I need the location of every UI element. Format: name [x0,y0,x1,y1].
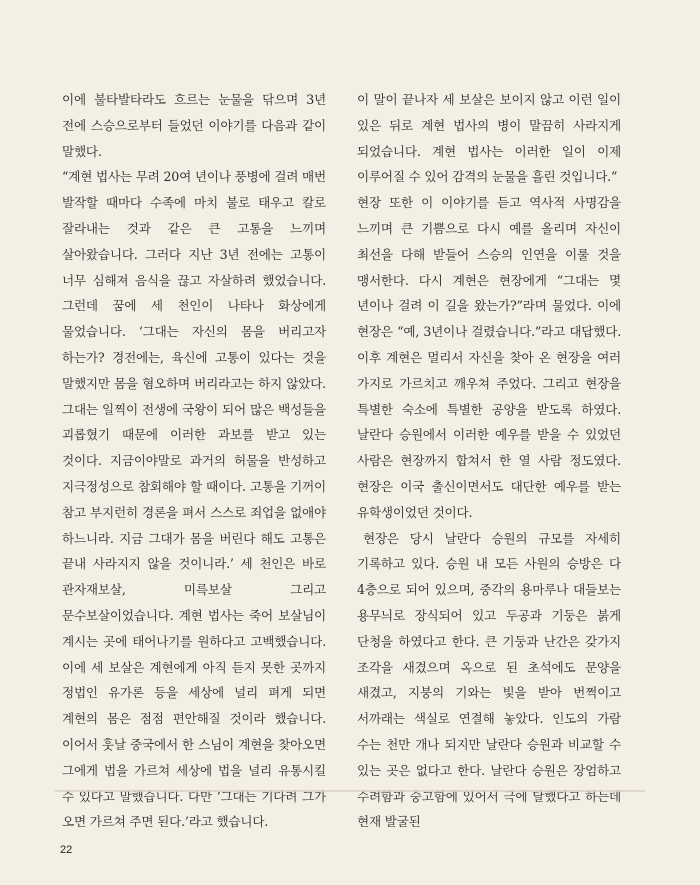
paragraph: “계현 법사는 무려 20여 년이나 풍병에 걸려 매번 발작할 때마다 수족에 마치 불로 태우고 칼로 잘라내는 것과 같은 큰 고통을 느끼며 살아왔습니다. 그러다 지난 3년 전에는 고통이 너무 심해져 음식을 끊고 자살하려 했었습니다. 그런데 꿈에 세 천인이 나타나 화상에게 물었습니다. ‘그대는 자신의 몸을 버리고자 하는가? 경전에는, 육신에 고통이 있다는 것을 말했지만 몸을 혐오하며 버리라고는 하지 않았다. 그대는 일찍이 전생에 국왕이 되어 많은 백성들을 괴롭혔기 때문에 이러한 과보를 받고 있는 것이다. 지금이야말로 과거의 허물을 반성하고 지극정성으로 참회해야 할 때이다. 고통을 기꺼이 참고 부지런히 경론을 펴서 스스로 죄업을 없애야 하느니라. 지금 그대가 몸을 버린다 해도 고통은 끝내 사라지지 않을 것이니라.’ 세 천인은 바로 관자재보살, 미륵보살 그리고 문수보살이었습니다. 계현 법사는 죽어 보살님이 계시는 곳에 태어나기를 원하다고 고백했습니다. 이에 세 보살은 계현에게 아직 듣지 못한 곳까지 정법인 유가론 등을 세상에 널리 펴게 되면 계현의 몸은 점점 편안해질 것이라 했습니다. 이어서 훗날 중국에서 한 스님이 계현을 찾아오면 그에게 법을 가르쳐 세상에 법을 널리 유통시킬 수 있다고 말했습니다. 다만 ‘그대는 기다려 그가 오면 가르쳐 주면 된다.’라고 했습니다. [62,169,326,830]
footer-divider [55,790,645,792]
paragraph: 현장 또한 이 이야기를 듣고 역사적 사명감을 느끼며 큰 기쁨으로 다시 예를 올리며 자신이 최선을 다해 받들어 스승의 인연을 이룰 것을 맹서한다. 다시 계현은 현장에게 “그대는 몇 년이나 걸려 이 길을 왔는가?”라며 물었다. 이에 현장은 “예, 3년이나 걸렸습니다.”라고 대답했다. 이후 계현은 멀리서 자신을 찾아 온 현장을 여러 가지로 가르치고 깨우쳐 주었다. 그리고 현장을 특별한 숙소에 특별한 공양을 받도록 하였다. 날란다 승원에서 이러한 예우를 받을 수 있었던 사람은 현장까지 합쳐서 한 열 사람 정도였다. 현장은 이국 출신이면서도 대단한 예우를 받는 유학생이었던 것이다. [357,195,621,520]
paragraph: 현장은 당시 날란다 승원의 규모를 자세히 기록하고 있다. 승원 내 모든 사원의 승방은 다 4층으로 되어 있으며, 중각의 용마루나 대들보는 용무늬로 장식되어 있고 두공과 기둥은 붉게 단청을 하였다고 한다. 큰 기둥과 난간은 갖가지 조각을 새겼으며 옥으로 된 초석에도 문양을 새겼고, 지붕의 기와는 빛을 받아 번쩍이고 서까래는 색실로 연결해 놓았다. 인도의 가람 수는 천만 개나 되지만 날란다 승원과 비교할 수 있는 곳은 없다고 한다. 날란다 승원은 장엄하고 수려함과 숭고함에 있어서 극에 달했다고 하는데 현재 발굴된 [357,530,621,830]
page-number: 22 [60,844,73,856]
paragraph: 이에 불타발타라도 흐르는 눈물을 닦으며 3년 전에 스승으로부터 들었던 이야기를 다음과 같이 말했다. [62,92,326,159]
paragraph: 이 말이 끝나자 세 보살은 보이지 않고 이런 일이 있은 뒤로 계현 법사의 병이 말끔히 사라지게 되었습니다. 계현 법사는 이러한 일이 이제 이루어질 수 있어 감격의 눈물을 흘린 것입니다.” [357,92,621,185]
right-text-column [357,87,621,835]
left-text-column [62,87,326,835]
